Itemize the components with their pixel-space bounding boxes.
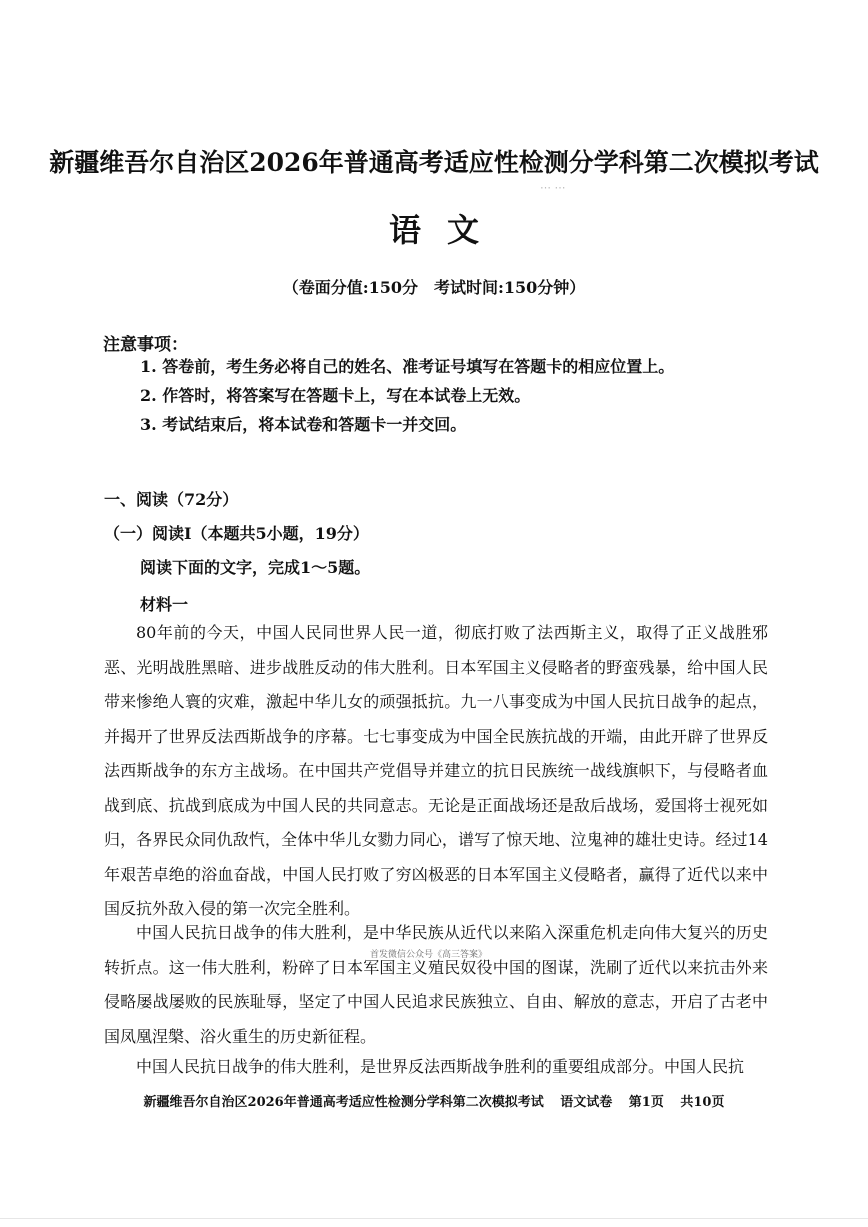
body-paragraph: 80年前的今天，中国人民同世界人民一道，彻底打败了法西斯主义，取得了正义战胜邪恶、光明战胜黑暗、进步战胜反动的伟大胜利。日本军国主义侵略者的野蛮残暴，给中国人民带来惨绝人寰的灾难，激起中华儿女的顽强抵抗。九一八事变成为中国人民抗日战争的起点，并揭开了世界反法西斯战争的序幕。七七事变成为中国全民族抗战的开端，由此开辟了世界反法西斯战争的东方主战场。在中国共产党倡导并建立的抗日民族统一战线旗帜下，与侵略者血战到底、抗战到底成为中国人民的共同意志。无论是正面战场还是敌后战场，爱国将士视死如归，各界民众同仇敌忾，全体中华儿女勠力同心，谱写了惊天地、泣鬼神的雄壮史诗。经过14年艰苦卓绝的浴血奋战，中国人民打败了穷凶极恶的日本军国主义侵略者，赢得了近代以来中国反抗外敌入侵的第一次完全胜利。 bbox=[104, 623, 768, 918]
notice-item: 2. 作答时，将答案写在答题卡上，写在本试卷上无效。 bbox=[140, 386, 531, 405]
bottom-divider bbox=[0, 1218, 868, 1219]
score-info: （卷面分值:150分 考试时间:150分钟） bbox=[282, 278, 586, 297]
body-paragraph: 中国人民抗日战争的伟大胜利，是世界反法西斯战争胜利的重要组成部分。中国人民抗 bbox=[136, 1057, 745, 1076]
notice-item: 1. 答卷前，考生务必将自己的姓名、准考证号填写在答题卡的相应位置上。 bbox=[140, 357, 675, 376]
material-label: 材料一 bbox=[140, 595, 189, 614]
watermark-text: 首发微信公众号《高三答案》 bbox=[370, 950, 488, 960]
subject-title: 语文 bbox=[388, 211, 505, 249]
footer-page-number: 第1页 bbox=[628, 1095, 664, 1110]
footer-total-pages: 共10页 bbox=[680, 1095, 725, 1110]
notice-title: 注意事项： bbox=[103, 335, 188, 355]
footer-exam-name: 新疆维吾尔自治区2026年普通高考适应性检测分学科第二次模拟考试 bbox=[143, 1095, 544, 1110]
exam-title: 新疆维吾尔自治区2026年普通高考适应性检测分学科第二次模拟考试 bbox=[49, 148, 819, 177]
notice-item: 3. 考试结束后，将本试卷和答题卡一并交回。 bbox=[140, 415, 467, 434]
body-paragraph: 中国人民抗日战争的伟大胜利，是中华民族从近代以来陷入深重危机走向伟大复兴的历史转折点。这一伟大胜利，粉碎了日本军国主义殖民奴役中国的图谋，洗刷了近代以来抗击外来侵略屡战屡败的民族耻辱，坚定了中国人民追求民族独立、自由、解放的意志，开启了古老中国凤凰涅槃、浴火重生的历史新征程。 bbox=[104, 923, 768, 1046]
subsection-heading: （一）阅读Ⅰ（本题共5小题，19分） bbox=[104, 524, 369, 543]
page-footer bbox=[0, 1091, 868, 1110]
faint-stamp-mark: ⋯ ⋯ bbox=[540, 181, 566, 194]
reading-instruction: 阅读下面的文字，完成1～5题。 bbox=[140, 558, 371, 577]
section-heading: 一、阅读（72分） bbox=[104, 490, 239, 509]
footer-paper-name: 语文试卷 bbox=[560, 1095, 613, 1110]
